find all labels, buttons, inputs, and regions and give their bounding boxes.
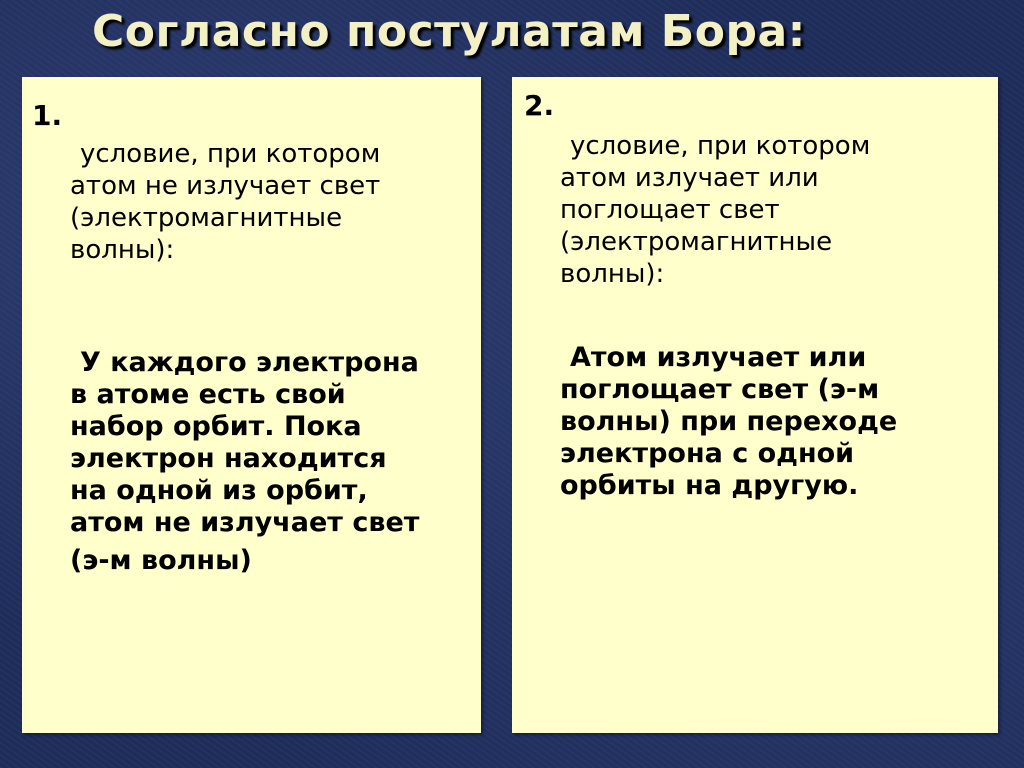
postulate-2-panel: [512, 77, 998, 733]
statement-line: в атоме есть свой: [70, 379, 346, 410]
slide-title: Согласно постулатам Бора:: [92, 6, 806, 57]
statement-line: волны) при переходе: [560, 406, 898, 437]
statement-line: набор орбит. Пока: [70, 411, 362, 442]
postulate-1-statement: [70, 347, 419, 577]
condition-line: условие, при котором: [80, 139, 381, 169]
statement-line: У каждого электрона: [80, 347, 419, 378]
condition-line: (электромагнитные: [560, 227, 833, 257]
statement-line: атом не излучает свет: [70, 507, 420, 538]
condition-line: волны):: [70, 235, 175, 265]
condition-line: волны):: [560, 259, 665, 289]
statement-line: поглощает свет (э-м: [560, 374, 880, 405]
condition-line: условие, при котором: [570, 131, 871, 161]
postulate-1-panel: [22, 77, 481, 733]
postulate-2-statement: [560, 342, 897, 502]
statement-line: (э-м волны): [70, 545, 252, 576]
statement-line: электрона с одной: [560, 438, 855, 469]
condition-line: поглощает свет: [560, 195, 780, 225]
postulate-1-condition: [70, 138, 380, 266]
postulate-2-number: 2.: [524, 89, 555, 122]
postulate-2-condition: [560, 130, 870, 290]
statement-line: орбиты на другую.: [560, 470, 859, 501]
condition-line: (электромагнитные: [70, 203, 343, 233]
condition-line: атом излучает или: [560, 163, 819, 193]
postulate-1-number: 1.: [32, 99, 63, 132]
statement-line: электрон находится: [70, 443, 387, 474]
statement-line: на одной из орбит,: [70, 475, 368, 506]
statement-line: Атом излучает или: [570, 342, 867, 373]
condition-line: атом не излучает свет: [70, 171, 381, 201]
